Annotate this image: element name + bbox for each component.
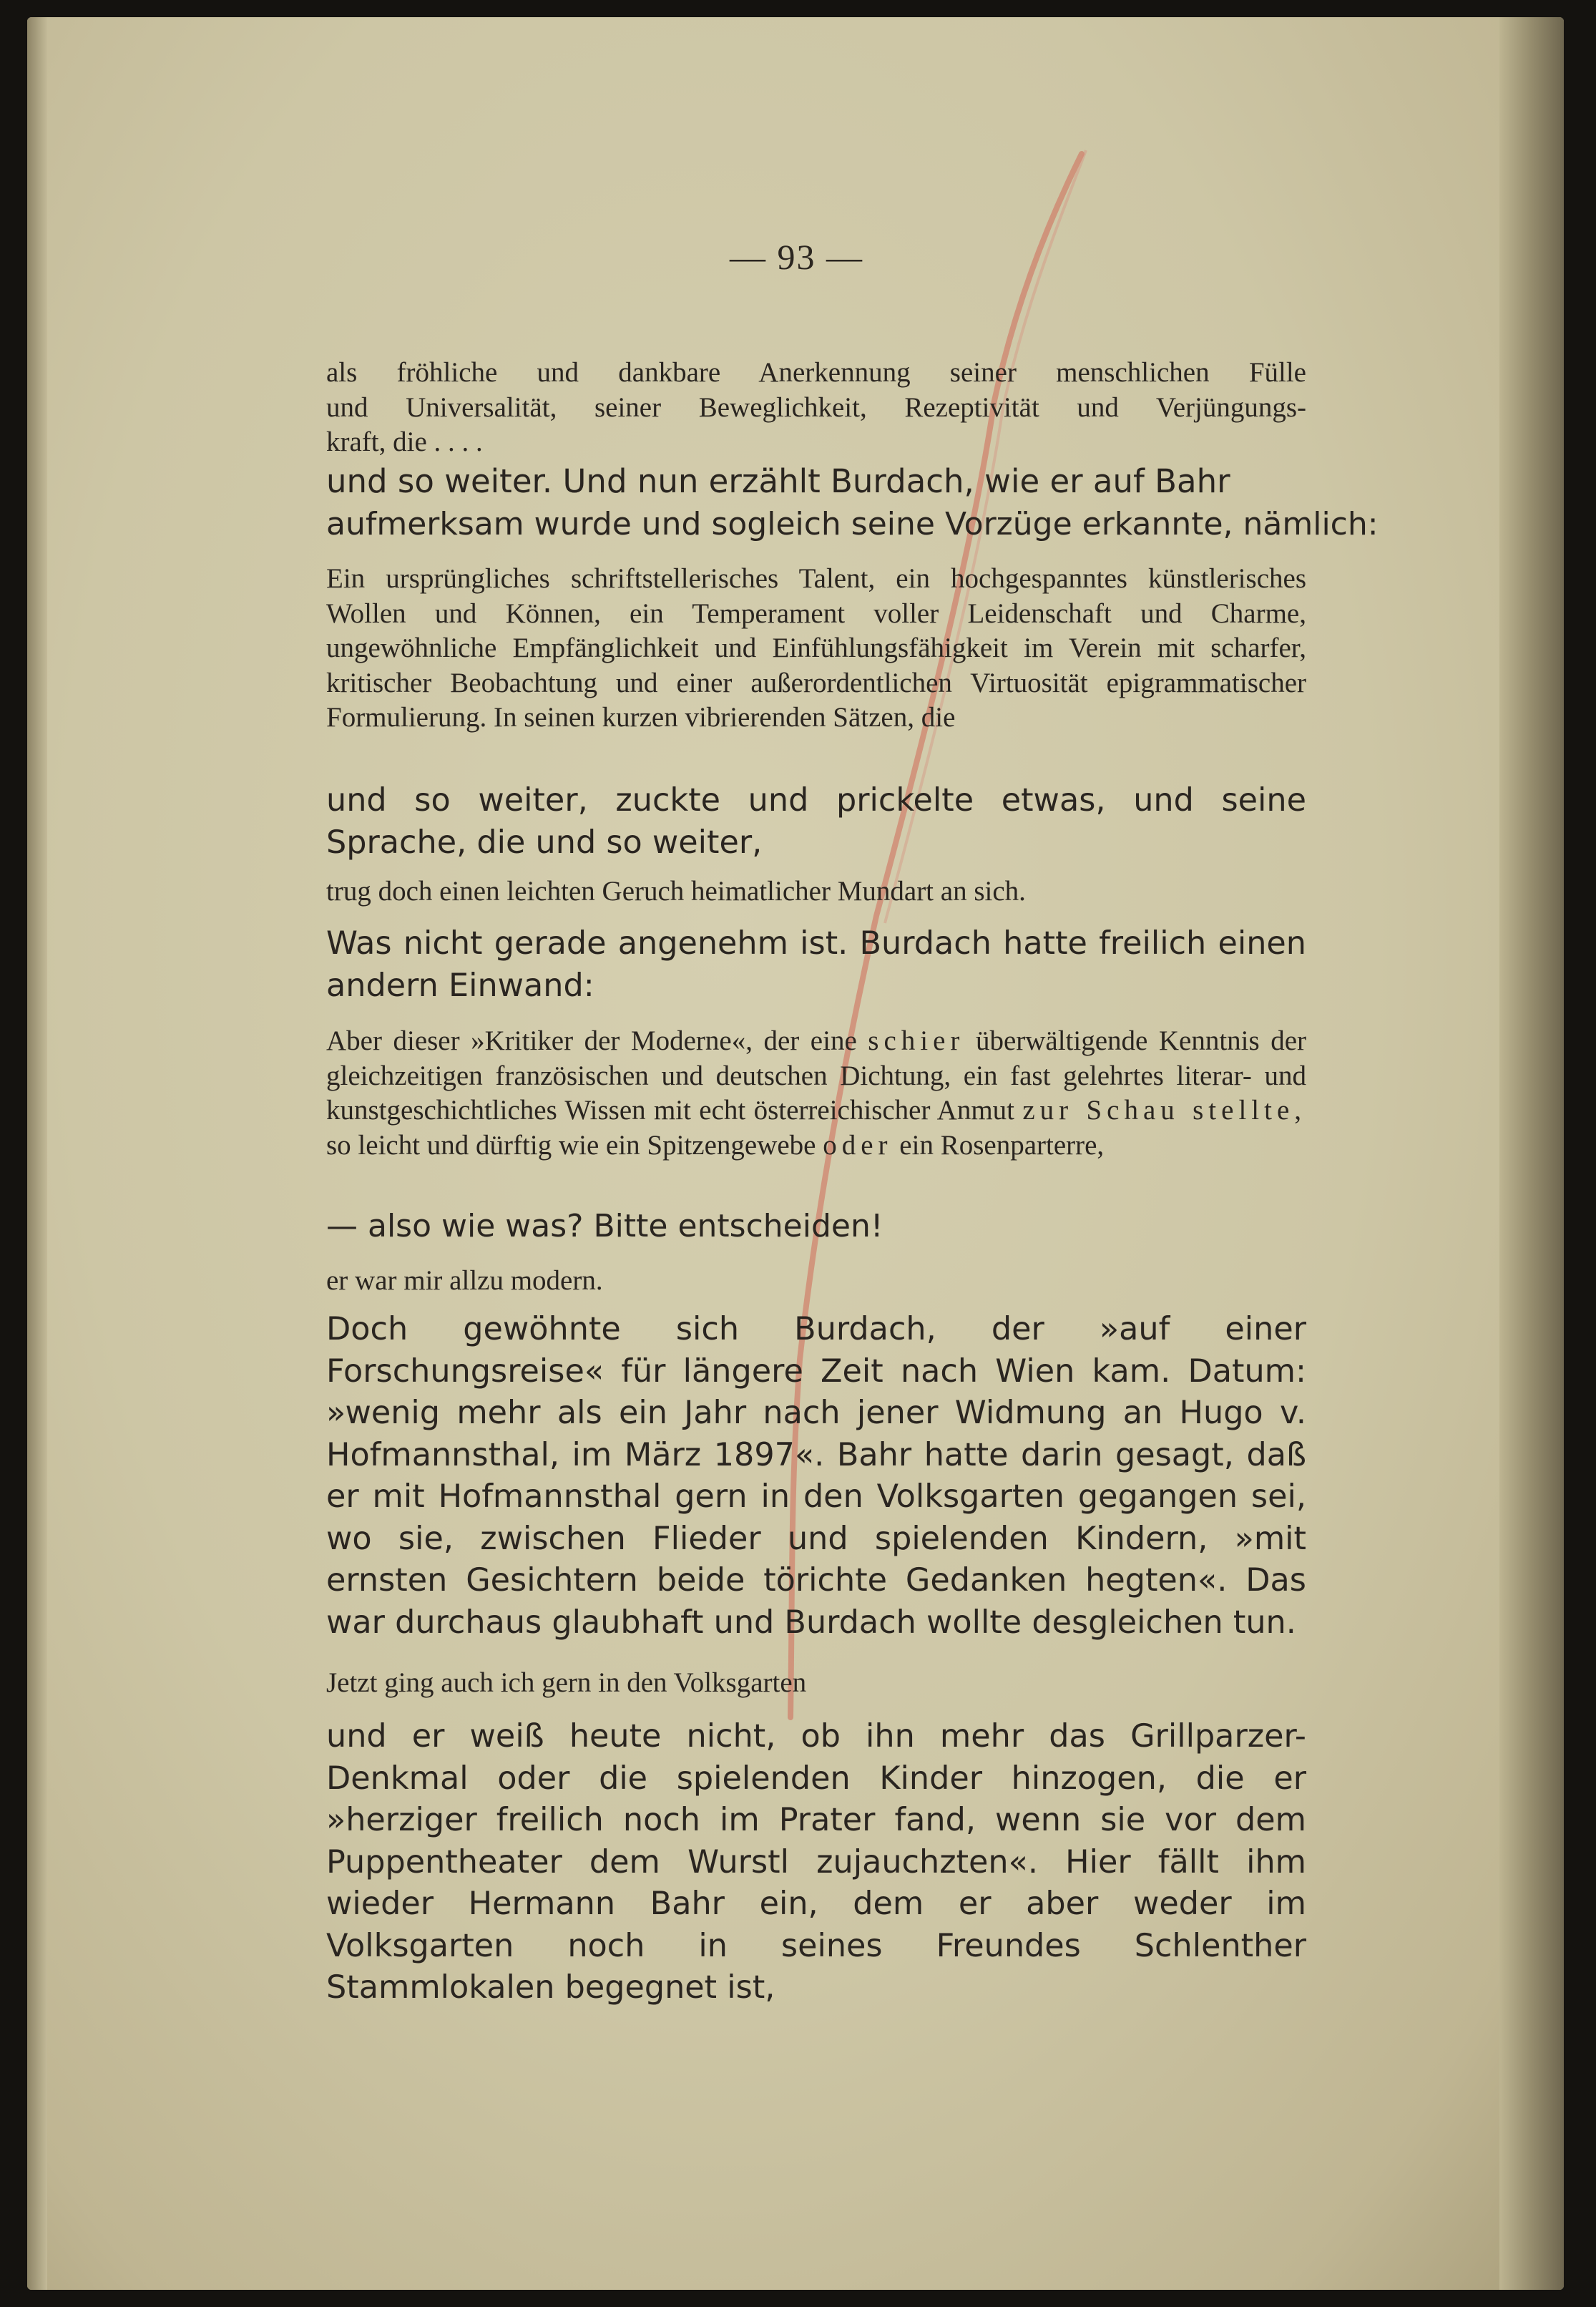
paragraph-3: Was nicht gerade angenehm ist. Burdach hatte freilich einen andern Einwand:	[326, 925, 1306, 1004]
paragraph-1-line-1: und so weiter. Und nun erzählt Burdach, wie er auf Bahr	[326, 462, 1230, 500]
quote-3: trug doch einen leichten Geruch heimatlicher Mundart an sich.	[326, 876, 1026, 907]
quote-1-line-3: kraft, die . . . .	[326, 426, 483, 457]
quote-1	[326, 356, 1306, 460]
quote-5: er war mir allzu modern.	[326, 1265, 603, 1296]
paragraph-2: und so weiter, zuckte und prickelte etwas, und seine Sprache, die und so weiter,	[326, 782, 1306, 861]
quote-4-part-2: überwältigende Kenntnis der gleichzeitigen französischen und deutschen Dichtung, ein fast gelehrtes literar- und kunstgeschichtliches Wissen mit echt österreichischer Anmut	[326, 1025, 1307, 1126]
paragraph-1-line-2: aufmerksam wurde und sogleich seine Vorzüge erkannte, nämlich:	[326, 506, 1379, 542]
paragraph-1	[326, 460, 1379, 546]
quote-6: Jetzt ging auch ich gern in den Volksgarten	[326, 1667, 807, 1698]
page-number: — 93 —	[730, 237, 863, 277]
paragraph-5: Doch gewöhnte sich Burdach, der »auf einer Forschungsreise« für längere Zeit nach Wien kam. Datum: »wenig mehr als ein Jahr nach jener Widmung an Hugo v. Hofmannsthal, im März 1897«. Bahr hatte darin gesagt, daß er mit Hofmannsthal gern in den Volksgarten gegangen sei, wo sie, zwischen Flieder und spielenden Kindern, »mit ernsten Gesichtern beide törichte Gedanken hegten«. Das war durchaus glaubhaft und Burdach wollte desgleichen tun.	[326, 1311, 1306, 1641]
quote-4-part-4: ein Rosenparterre,	[899, 1129, 1105, 1161]
paragraph-4: — also wie was? Bitte entscheiden!	[326, 1208, 883, 1244]
quote-4-part-1: Aber dieser »Kritiker der Moderne«, der eine	[326, 1025, 857, 1056]
page-left-edge	[27, 17, 47, 2290]
quote-1-line-2: und Universalität, seiner Beweglichkeit, Rezeptivität und Verjüngungs-	[326, 391, 1306, 423]
quote-4-emphasis-3: oder	[823, 1129, 893, 1161]
paragraph-6: und er weiß heute nicht, ob ihn mehr das Grillparzer-Denkmal oder die spielenden Kinder hinzogen, die er »herziger freilich noch im Prater fand, wenn sie vor dem Puppentheater dem Wurstl zujauchzten«. Hier fällt ihm wieder Hermann Bahr ein, dem er aber weder im Volksgarten noch in seines Freundes Schlenther Stammlokalen begegnet ist,	[326, 1718, 1306, 2006]
quote-4	[326, 1024, 1306, 1163]
quote-4-part-3: so leicht und dürftig wie ein Spitzengewebe	[326, 1129, 816, 1161]
quote-1-line-1: als fröhliche und dankbare Anerkennung seiner menschlichen Fülle	[326, 357, 1306, 388]
quote-4-emphasis-2: zur Schau stellte,	[1022, 1095, 1307, 1126]
page-right-edge	[1499, 17, 1564, 2290]
quote-2: Ein ursprüngliches schriftstellerisches Talent, ein hochgespanntes künstlerisches Wollen und Können, ein Temperament voller Leidenschaft und Charme, ungewöhnliche Empfänglichkeit und Einfühlungsfähigkeit im Verein mit scharfer, kritischer Beobachtung und einer außerordentlichen Virtuosität epigrammatischer Formulierung. In seinen kurzen vibrierenden Sätzen, die	[326, 563, 1306, 733]
quote-4-emphasis-1: schier	[868, 1025, 965, 1056]
